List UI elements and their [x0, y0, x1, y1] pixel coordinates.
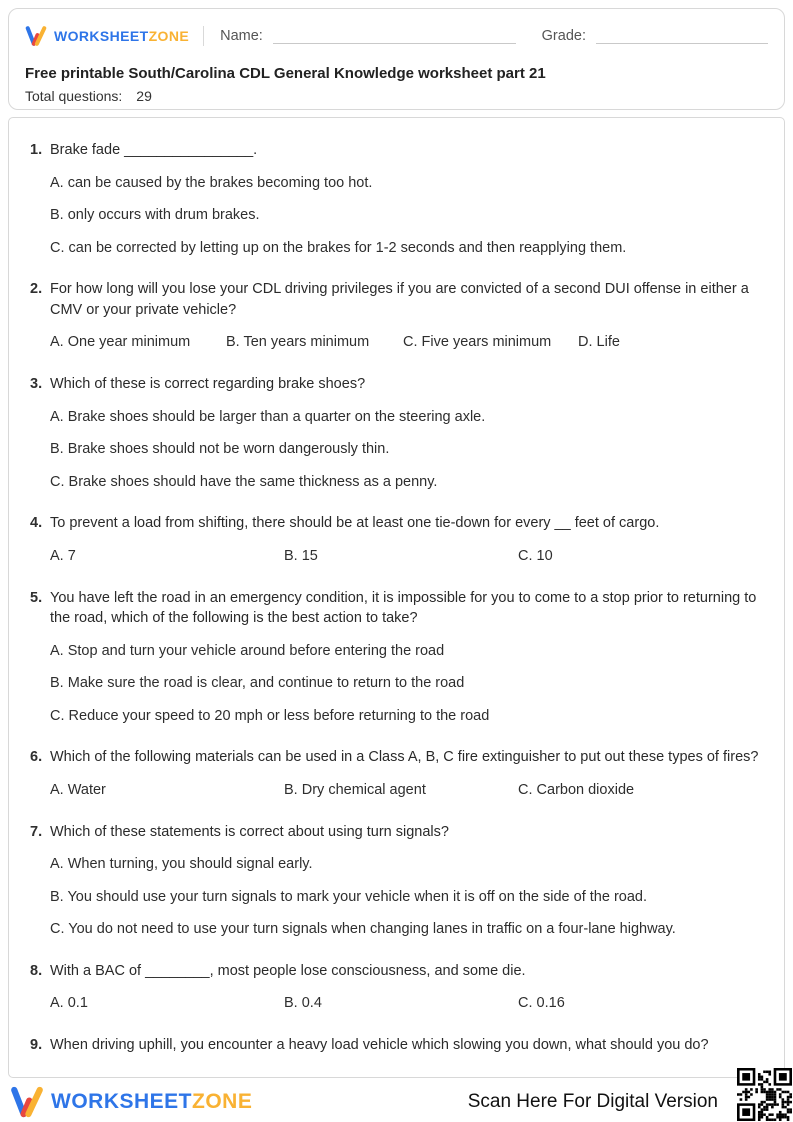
option — [518, 780, 762, 801]
option-letter: C. — [50, 239, 69, 256]
option — [50, 238, 762, 259]
option — [226, 332, 403, 353]
option-letter: A. — [50, 334, 68, 351]
option-letter: C. — [50, 921, 69, 938]
total-questions-value: 29 — [136, 88, 152, 104]
option — [50, 780, 284, 801]
option-text: Life — [596, 334, 620, 351]
option-letter: C. — [518, 995, 537, 1012]
option-letter: A. — [50, 781, 68, 798]
option-text: Make sure the road is clear, and continue to return to the road — [67, 675, 465, 692]
logo-w-icon — [10, 1085, 44, 1119]
option — [578, 332, 762, 353]
option-text: 10 — [536, 547, 553, 564]
option — [50, 993, 284, 1014]
grade-label: Grade: — [541, 28, 586, 44]
option-letter: A. — [50, 995, 68, 1012]
question-number: 2. — [30, 281, 43, 298]
option — [50, 641, 762, 662]
question — [30, 140, 762, 258]
question — [30, 513, 762, 566]
question-options — [50, 629, 762, 727]
question — [30, 279, 762, 353]
option-text: 15 — [301, 547, 318, 564]
question-options — [50, 780, 762, 801]
qr-code — [737, 1068, 792, 1121]
page-title: Free printable South/Carolina CDL General Knowledge worksheet part 21 — [25, 65, 546, 82]
option — [50, 407, 762, 428]
option-text: Dry chemical agent — [301, 781, 426, 798]
total-questions-label: Total questions: — [25, 88, 123, 104]
option-letter: B. — [284, 781, 302, 798]
question — [30, 747, 762, 800]
worksheetzone-logo[interactable] — [25, 25, 189, 47]
option-text: 0.4 — [301, 995, 322, 1012]
option-text: Carbon dioxide — [536, 781, 635, 798]
header-divider — [203, 26, 204, 46]
grade-input-line — [596, 28, 768, 44]
question-options — [50, 546, 762, 567]
option-text: When turning, you should signal early. — [67, 856, 313, 873]
header-card — [8, 8, 785, 110]
total-questions — [25, 88, 768, 104]
name-input-line — [273, 28, 516, 44]
question-text: To prevent a load from shifting, there should be at least one tie-down for every __ feet of cargo. — [50, 515, 660, 532]
option-letter: B. — [50, 675, 68, 692]
header-row — [25, 23, 768, 49]
option — [518, 546, 762, 567]
option-text: can be caused by the brakes becoming too hot. — [67, 174, 373, 191]
option — [284, 780, 518, 801]
option-text: Brake shoes should have the same thickness as a penny. — [68, 473, 438, 490]
option — [50, 439, 762, 460]
option-text: only occurs with drum brakes. — [67, 207, 260, 224]
option — [50, 205, 762, 226]
option — [50, 854, 762, 875]
option-text: You do not need to use your turn signals when changing lanes in traffic on a four-lane highway. — [68, 921, 676, 938]
option-letter: A. — [50, 642, 68, 659]
question-options — [50, 332, 762, 353]
question — [30, 961, 762, 1014]
option-letter: D. — [578, 334, 597, 351]
option-text: 0.1 — [67, 995, 88, 1012]
option — [284, 546, 518, 567]
option — [50, 706, 762, 727]
option — [284, 993, 518, 1014]
question-text: Which of these statements is correct about using turn signals? — [50, 823, 449, 840]
option — [50, 673, 762, 694]
question-options — [50, 993, 762, 1014]
option-letter: A. — [50, 547, 68, 564]
option-text: Ten years minimum — [243, 334, 370, 351]
logo-word-worksheet: WORKSHEET — [51, 1090, 192, 1113]
question-text: Which of the following materials can be used in a Class A, B, C fire extinguisher to put out these types of fires? — [50, 749, 759, 766]
option-text: Five years minimum — [421, 334, 552, 351]
question-number: 7. — [30, 823, 43, 840]
option-text: Stop and turn your vehicle around before entering the road — [67, 642, 445, 659]
option-text: can be corrected by letting up on the brakes for 1-2 seconds and then reapplying them. — [68, 239, 627, 256]
question — [30, 822, 762, 940]
option-text: Reduce your speed to 20 mph or less before returning to the road — [68, 707, 490, 724]
option — [50, 332, 226, 353]
option — [50, 173, 762, 194]
option-letter: B. — [226, 334, 244, 351]
option-text: Water — [67, 781, 106, 798]
question — [30, 1035, 762, 1056]
logo-wordmark — [51, 1090, 252, 1114]
option-letter: B. — [284, 547, 302, 564]
option-text: 0.16 — [536, 995, 565, 1012]
option-text: Brake shoes should not be worn dangerously thin. — [67, 441, 390, 458]
option-text: One year minimum — [67, 334, 191, 351]
questions-card — [8, 117, 785, 1078]
footer-worksheetzone-logo[interactable] — [10, 1085, 252, 1119]
option-letter: B. — [50, 888, 68, 905]
option — [50, 887, 762, 908]
question-number: 3. — [30, 376, 43, 393]
question-text: Which of these is correct regarding brake shoes? — [50, 376, 366, 393]
logo-word-worksheet: WORKSHEET — [54, 28, 149, 44]
footer — [10, 1084, 728, 1120]
name-label: Name: — [220, 28, 263, 44]
option-letter: C. — [50, 707, 69, 724]
option-text: 7 — [67, 547, 76, 564]
option-letter: B. — [284, 995, 302, 1012]
option — [50, 919, 762, 940]
question-options — [50, 842, 762, 940]
option — [50, 546, 284, 567]
scan-here-text: Scan Here For Digital Version — [467, 1091, 718, 1112]
question-text: When driving uphill, you encounter a heavy load vehicle which slowing you down, what should you do? — [50, 1037, 709, 1054]
option-letter: C. — [518, 547, 537, 564]
question-number: 9. — [30, 1037, 43, 1054]
question-number: 1. — [30, 142, 43, 158]
option-letter: A. — [50, 856, 68, 873]
questions-list — [30, 140, 762, 1056]
question — [30, 588, 762, 727]
question-number: 5. — [30, 589, 43, 606]
question-text: You have left the road in an emergency condition, it is impossible for you to come to a stop prior to returning to the road, which of the following is the best action to take? — [50, 589, 757, 627]
question-options — [50, 395, 762, 493]
option-text: Brake shoes should be larger than a quarter on the steering axle. — [67, 408, 486, 425]
option — [50, 472, 762, 493]
option — [403, 332, 578, 353]
question-options — [50, 161, 762, 259]
option-letter: A. — [50, 174, 68, 191]
option-text: You should use your turn signals to mark your vehicle when it is off on the side of the road. — [67, 888, 648, 905]
option-letter: C. — [50, 473, 69, 490]
question-number: 4. — [30, 515, 43, 532]
question-number: 8. — [30, 962, 43, 979]
question-text: With a BAC of ________, most people lose consciousness, and some die. — [50, 962, 526, 979]
logo-w-icon — [25, 25, 47, 47]
question-text: For how long will you lose your CDL driving privileges if you are convicted of a second DUI offense in either a CMV or your private vehicle? — [50, 281, 749, 318]
option-letter: A. — [50, 408, 68, 425]
option — [518, 993, 762, 1014]
logo-word-zone: ZONE — [148, 28, 190, 44]
logo-wordmark — [54, 28, 189, 44]
option-letter: B. — [50, 441, 68, 458]
question-text: Brake fade ________________. — [50, 142, 258, 158]
option-letter: C. — [518, 781, 537, 798]
option-letter: C. — [403, 334, 422, 351]
question — [30, 374, 762, 492]
logo-word-zone: ZONE — [192, 1090, 253, 1113]
option-letter: B. — [50, 207, 68, 224]
question-number: 6. — [30, 749, 43, 766]
